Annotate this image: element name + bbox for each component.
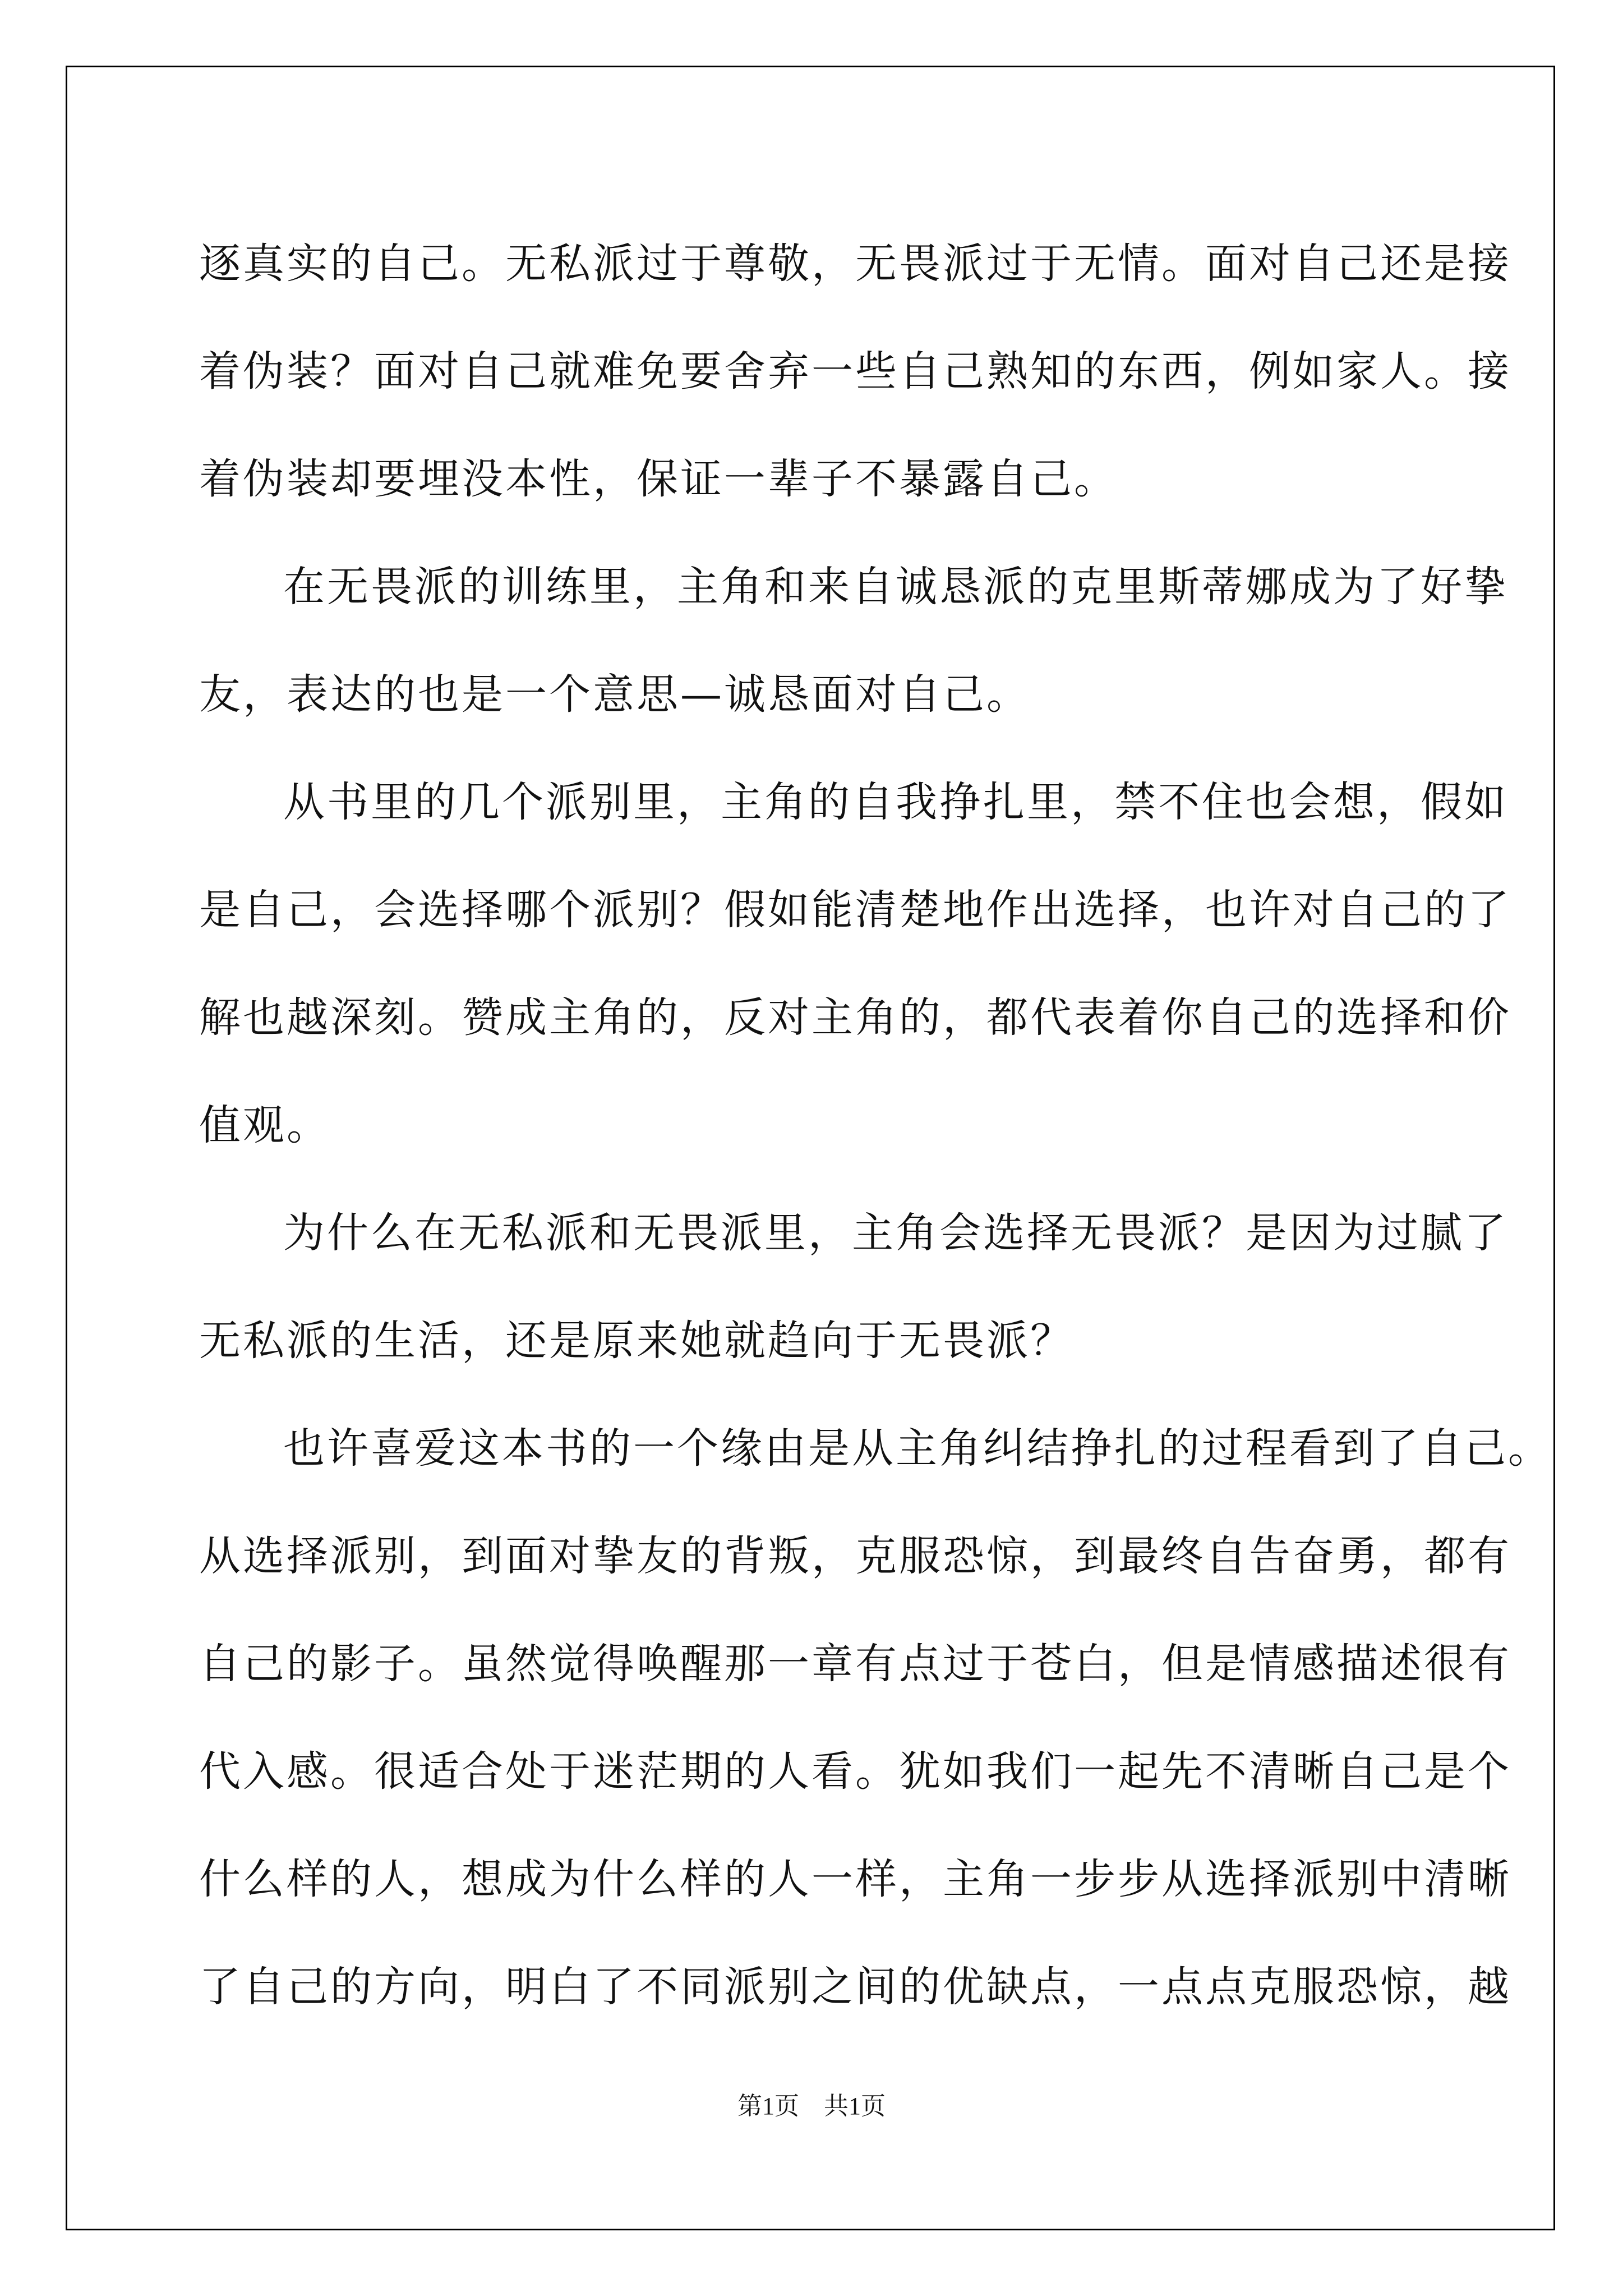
paragraph-first-line: 也许喜爱这本书的一个缘由是从主角纠结挣扎的过程看到了自己。	[283, 1424, 1552, 1473]
text-line: 值观。	[199, 1101, 330, 1149]
text-line: 是自己，会选择哪个派别？假如能清楚地作出选择，也许对自己的了	[199, 886, 1511, 934]
text-line: 代入感。很适合处于迷茫期的人看。犹如我们一起先不清晰自己是个	[199, 1747, 1511, 1796]
text-line: 友，表达的也是一个意思—诚恳面对自己。	[199, 670, 1030, 719]
text-line: 从选择派别，到面对挚友的背叛，克服恐惊，到最终自告奋勇，都有	[199, 1532, 1511, 1580]
text-line: 逐真实的自己。无私派过于尊敬，无畏派过于无情。面对自己还是接	[199, 240, 1511, 288]
paragraph-first-line: 在无畏派的训练里，主角和来自诚恳派的克里斯蒂娜成为了好挚	[283, 563, 1508, 611]
text-line: 无私派的生活，还是原来她就趋向于无畏派？	[199, 1317, 1074, 1365]
text-line: 着伪装却要埋没本性，保证一辈子不暴露自己。	[199, 455, 1118, 503]
document-body	[199, 210, 1552, 2041]
text-line: 自己的影子。虽然觉得唤醒那一章有点过于苍白，但是情感描述很有	[199, 1640, 1511, 1688]
text-line: 什么样的人，想成为什么样的人一样，主角一步步从选择派别中清晰	[199, 1855, 1511, 1903]
text-line: 着伪装？面对自己就难免要舍弃一些自己熟知的东西，例如家人。接	[199, 347, 1511, 395]
text-line: 了自己的方向，明白了不同派别之间的优缺点，一点点克服恐惊，越	[199, 1963, 1511, 2011]
page-number-footer: 第1页 共1页	[737, 2092, 886, 2120]
text-line: 解也越深刻。赞成主角的，反对主角的，都代表着你自己的选择和价	[199, 993, 1511, 1042]
paragraph-first-line: 从书里的几个派别里，主角的自我挣扎里，禁不住也会想，假如	[283, 778, 1508, 826]
paragraph-first-line: 为什么在无私派和无畏派里，主角会选择无畏派？是因为过腻了	[283, 1209, 1508, 1257]
